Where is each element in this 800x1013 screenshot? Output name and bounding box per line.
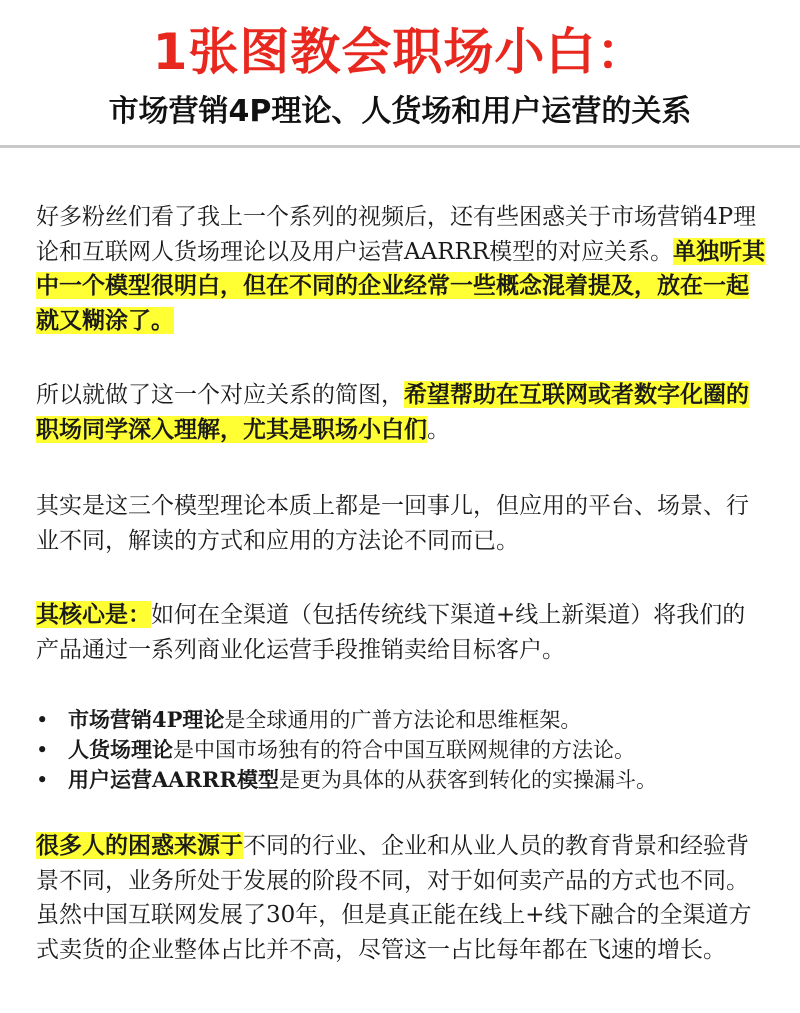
list-item-term: 人货场理论 [68, 737, 173, 762]
list-item [36, 735, 766, 765]
paragraph-intro [36, 200, 766, 338]
list-item-term: 市场营销4P理论 [68, 707, 225, 732]
paragraph-text: 所以就做了这一个对应关系的简图， [36, 382, 404, 408]
page-title: 1张图教会职场小白： [152, 23, 648, 81]
list-item-text: 是更为具体的从获客到转化的实操漏斗。 [278, 768, 657, 792]
bullet-icon: • [36, 708, 49, 732]
paragraph-text: 好多粉丝们看了我上一个系列的视频后，还有些困惑关于市场营销4P理论和互联网人货场理论以及用户运营AARRR模型的对应关系。 [36, 204, 757, 265]
paragraph-purpose [36, 378, 766, 447]
list-item-text: 是全球通用的广普方法论和思维框架。 [224, 708, 582, 732]
article-body [36, 200, 766, 1001]
bullet-icon: • [36, 738, 49, 762]
list-item [36, 705, 766, 735]
header-divider [0, 145, 800, 148]
list-item-term: 用户运营AARRR模型 [68, 767, 279, 792]
header [0, 0, 800, 150]
page-subtitle: 市场营销4P理论、人货场和用户运营的关系 [108, 94, 692, 129]
model-list [36, 705, 766, 795]
list-item-text: 是中国市场独有的符合中国互联网规律的方法论。 [173, 738, 635, 762]
paragraph-text: 如何在全渠道（包括传统线下渠道+线上新渠道）将我们的产品通过一系列商业化运营手段推销卖给目标客户。 [36, 602, 746, 663]
highlighted-text: 希望帮助在互联网或者数字化圈的职场同学深入理解，尤其是职场小白们 [36, 381, 749, 443]
paragraph-essence [36, 489, 766, 558]
highlighted-text: 单独听其中一个模型很明白，但在不同的企业经常一些概念混着提及，放在一起就又糊涂了。 [36, 237, 766, 334]
bullet-icon: • [36, 768, 49, 792]
list-item [36, 765, 766, 795]
paragraph-text: 其实是这三个模型理论本质上都是一回事儿，但应用的平台、场景、行业不同，解读的方式和应用的方法论不同而已。 [36, 493, 749, 554]
paragraph-core [36, 598, 766, 667]
paragraph-confusion [36, 829, 766, 967]
paragraph-text: 。 [427, 416, 450, 443]
highlighted-text: 其核心是： [36, 601, 151, 628]
paragraph-text: 不同的行业、企业和从业人员的教育背景和经验背景不同，业务所处于发展的阶段不同，对于如何卖产品的方式也不同。虽然中国互联网发展了30年，但是真正能在线上+线下融合的全渠道方式卖货的企业整体占比并不高，尽管这一占比每年都在飞速的增长。 [36, 833, 752, 963]
highlighted-text: 很多人的困惑来源于 [36, 832, 243, 859]
